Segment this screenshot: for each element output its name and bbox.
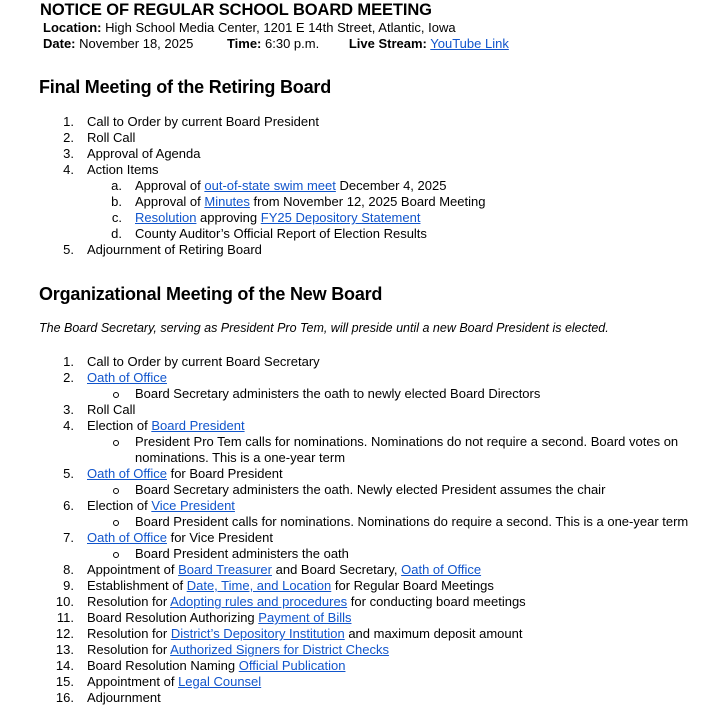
resolution-link[interactable]: Resolution bbox=[135, 210, 197, 225]
oath-of-office-link[interactable]: Oath of Office bbox=[87, 466, 167, 481]
location-label: Location: bbox=[43, 20, 102, 35]
item-text: for conducting board meetings bbox=[347, 594, 526, 609]
item-text: Action Items bbox=[87, 162, 159, 177]
item-number: 5. bbox=[63, 466, 74, 481]
item-text: Roll Call bbox=[87, 402, 136, 417]
payment-of-bills-link[interactable]: Payment of Bills bbox=[258, 610, 352, 625]
hollow-bullet-icon bbox=[113, 520, 119, 526]
bullet-text: President Pro Tem calls for nominations. Nominations do not require a second. Board votes on bbox=[135, 434, 679, 449]
item-text: Roll Call bbox=[87, 130, 136, 145]
live-stream-label: Live Stream: bbox=[348, 36, 427, 51]
oath-of-office-link[interactable]: Oath of Office bbox=[87, 370, 167, 385]
time-value: 6:30 p.m. bbox=[265, 36, 320, 51]
item-text: for Vice President bbox=[166, 530, 273, 545]
hollow-bullet-icon bbox=[113, 440, 119, 446]
item-text: Board Resolution Naming bbox=[87, 658, 239, 673]
sub-item-letter: c. bbox=[111, 210, 122, 225]
sub-item-letter: b. bbox=[111, 194, 122, 209]
hollow-bullet-icon bbox=[113, 392, 119, 398]
official-publication-link[interactable]: Official Publication bbox=[238, 658, 346, 673]
legal-counsel-link[interactable]: Legal Counsel bbox=[178, 674, 262, 689]
sub-item-letter: a. bbox=[111, 178, 122, 193]
bullet-text: Board Secretary administers the oath to newly elected Board Directors bbox=[135, 386, 541, 401]
item-text: Resolution for bbox=[87, 626, 171, 641]
sub-item-text: December 4, 2025 bbox=[335, 178, 447, 193]
item-number: 8. bbox=[63, 562, 74, 577]
item-text: for Board President bbox=[166, 466, 283, 481]
page-title: NOTICE OF REGULAR SCHOOL BOARD MEETING bbox=[40, 1, 432, 19]
item-number: 3. bbox=[63, 146, 74, 161]
swim-meet-link[interactable]: out-of-state swim meet bbox=[204, 178, 336, 193]
sub-item-text: County Auditor’s Official Report of Election Results bbox=[135, 226, 427, 241]
item-number: 3. bbox=[63, 402, 74, 417]
item-text: Establishment of bbox=[87, 578, 187, 593]
item-text: Board Resolution Authorizing bbox=[87, 610, 259, 625]
item-text: Call to Order by current Board President bbox=[87, 114, 319, 129]
bullet-text: Board President administers the oath bbox=[135, 546, 349, 561]
item-number: 7. bbox=[63, 530, 74, 545]
item-text: and Board Secretary, bbox=[272, 562, 402, 577]
item-number: 5. bbox=[63, 242, 74, 257]
item-number: 16. bbox=[55, 690, 74, 705]
board-treasurer-link[interactable]: Board Treasurer bbox=[178, 562, 272, 577]
item-number: 12. bbox=[55, 626, 74, 641]
item-number: 2. bbox=[63, 130, 74, 145]
item-number: 14. bbox=[55, 658, 74, 673]
bullet-text: Board President calls for nominations. Nominations do require a second. This is a one-year term bbox=[135, 514, 689, 529]
item-number: 1. bbox=[63, 114, 74, 129]
adopting-rules-and-procedures-link[interactable]: Adopting rules and procedures bbox=[170, 594, 348, 609]
item-text: Approval of Agenda bbox=[87, 146, 201, 161]
sub-item-text: Approval of bbox=[135, 178, 205, 193]
item-number: 11. bbox=[56, 610, 74, 625]
board-president-link[interactable]: Board President bbox=[151, 418, 245, 433]
item-text: Appointment of bbox=[87, 674, 179, 689]
item-text: Election of bbox=[87, 498, 152, 513]
item-number: 2. bbox=[63, 370, 74, 385]
item-number: 4. bbox=[63, 162, 74, 177]
item-text: Election of bbox=[87, 418, 152, 433]
section-note: The Board Secretary, serving as President Pro Tem, will preside until a new Board President is elected. bbox=[39, 321, 609, 335]
authorized-signers-for-district-checks-link[interactable]: Authorized Signers for District Checks bbox=[170, 642, 390, 657]
item-number: 13. bbox=[55, 642, 74, 657]
fy25-depository-statement-link[interactable]: FY25 Depository Statement bbox=[260, 210, 421, 225]
district-s-depository-institution-link[interactable]: District’s Depository Institution bbox=[170, 626, 345, 641]
hollow-bullet-icon bbox=[113, 488, 119, 494]
time-label: Time: bbox=[226, 36, 262, 51]
vice-president-link[interactable]: Vice President bbox=[151, 498, 235, 513]
bullet-text: Board Secretary administers the oath. Newly elected President assumes the chair bbox=[135, 482, 606, 497]
item-text: for Regular Board Meetings bbox=[331, 578, 494, 593]
sub-item-letter: d. bbox=[111, 226, 122, 241]
item-text: Resolution for bbox=[87, 642, 171, 657]
date-time-line bbox=[43, 36, 509, 52]
sub-item-text: Approval of bbox=[135, 194, 205, 209]
item-text: Call to Order by current Board Secretary bbox=[87, 354, 320, 369]
date-time-and-location-link[interactable]: Date, Time, and Location bbox=[186, 578, 332, 593]
item-number: 9. bbox=[63, 578, 74, 593]
location-value: High School Media Center, 1201 E 14th Street, Atlantic, Iowa bbox=[105, 20, 456, 35]
item-text: Resolution for bbox=[87, 594, 171, 609]
location-line bbox=[43, 20, 456, 36]
item-text: Adjournment of Retiring Board bbox=[87, 242, 262, 257]
youtube-link[interactable]: YouTube Link bbox=[430, 36, 509, 51]
item-number: 4. bbox=[63, 418, 74, 433]
item-number: 1. bbox=[63, 354, 74, 369]
oath-of-office-link[interactable]: Oath of Office bbox=[87, 530, 167, 545]
item-number: 10. bbox=[55, 594, 74, 609]
section-heading-retiring-board: Final Meeting of the Retiring Board bbox=[39, 77, 332, 97]
item-text: Adjournment bbox=[87, 690, 161, 705]
item-number: 15. bbox=[55, 674, 74, 689]
item-number: 6. bbox=[63, 498, 74, 513]
oath-of-office-link[interactable]: Oath of Office bbox=[401, 562, 482, 577]
item-text: Appointment of bbox=[87, 562, 179, 577]
minutes-link[interactable]: Minutes bbox=[204, 194, 250, 209]
sub-item-text: approving bbox=[196, 210, 261, 225]
section-heading-new-board: Organizational Meeting of the New Board bbox=[39, 284, 383, 304]
bullet-text: nominations. This is a one-year term bbox=[135, 450, 346, 465]
sub-item-text: from November 12, 2025 Board Meeting bbox=[249, 194, 486, 209]
hollow-bullet-icon bbox=[113, 552, 119, 558]
item-text: and maximum deposit amount bbox=[344, 626, 523, 641]
date-label: Date: bbox=[43, 36, 76, 51]
date-value: November 18, 2025 bbox=[79, 36, 194, 51]
